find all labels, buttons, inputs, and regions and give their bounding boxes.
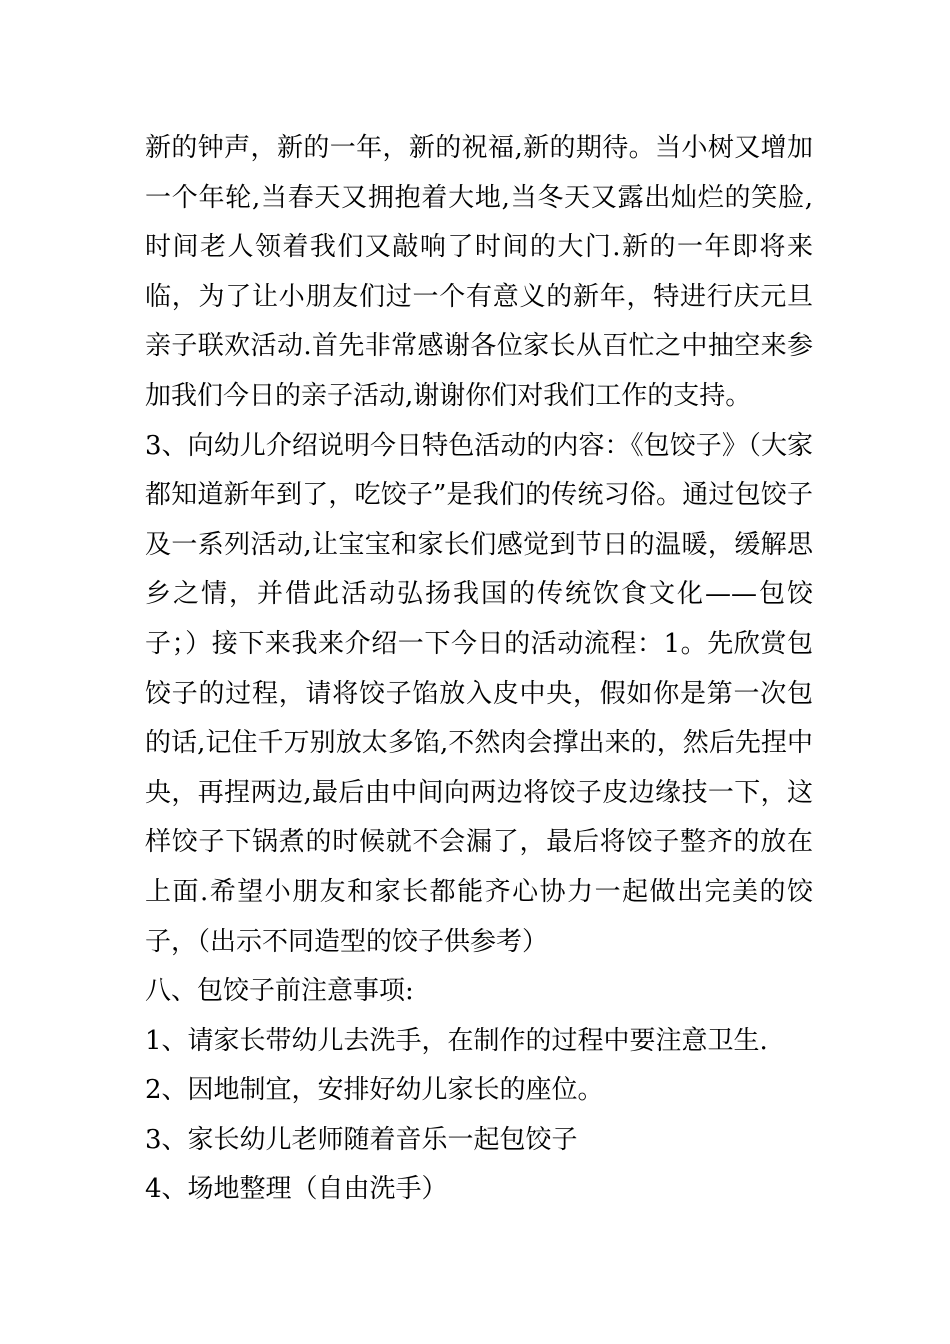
list-item-wash-hands: 1、请家长带幼儿去洗手，在制作的过程中要注意卫生. — [145, 1025, 768, 1056]
paragraph-new-year-greeting: 新的钟声，新的一年，新的祝福,新的期待。当小树又增加一个年轮,当春天又拥抱着大地,当冬天又露出灿烂的笑脸,时间老人领着我们又敲响了时间的大门.新的一年即将来临，为了让小朋友们过一个有意义的新年，特进行庆元旦亲子联欢活动.首先非常感谢各位家长从百忙之中抽空来参加我们今日的亲子活动,谢谢你们对我们工作的支持。 — [145, 133, 813, 411]
list-item-cleanup: 4、场地整理（自由洗手） — [145, 1174, 448, 1205]
document-body — [145, 124, 813, 1215]
paragraph-dumpling-activity-intro: 3、向幼儿介绍说明今日特色活动的内容：《包饺子》（大家都知道新年到了，吃饺子”是我们的传统习俗。通过包饺子及一系列活动,让宝宝和家长们感觉到节日的温暖，缓解思乡之情，并借此活动弘扬我国的传统饮食文化——包饺子；）接下来我来介绍一下今日的活动流程：1。先欣赏包饺子的过程，请将饺子馅放入皮中央，假如你是第一次包的话,记住千万别放太多馅,不然肉会撑出来的，然后先捏中央，再捏两边,最后由中间向两边将饺子皮边缘技一下，这样饺子下锅煮的时候就不会漏了，最后将饺子整齐的放在上面.希望小朋友和家长都能齐心协力一起做出完美的饺子，（出示不同造型的饺子供参考） — [145, 430, 813, 957]
list-item-make-dumplings: 3、家长幼儿老师随着音乐一起包饺子 — [145, 1124, 578, 1155]
section-heading-precautions: 八、包饺子前注意事项: — [145, 976, 414, 1007]
list-item-seating: 2、因地制宜，安排好幼儿家长的座位。 — [145, 1075, 604, 1106]
